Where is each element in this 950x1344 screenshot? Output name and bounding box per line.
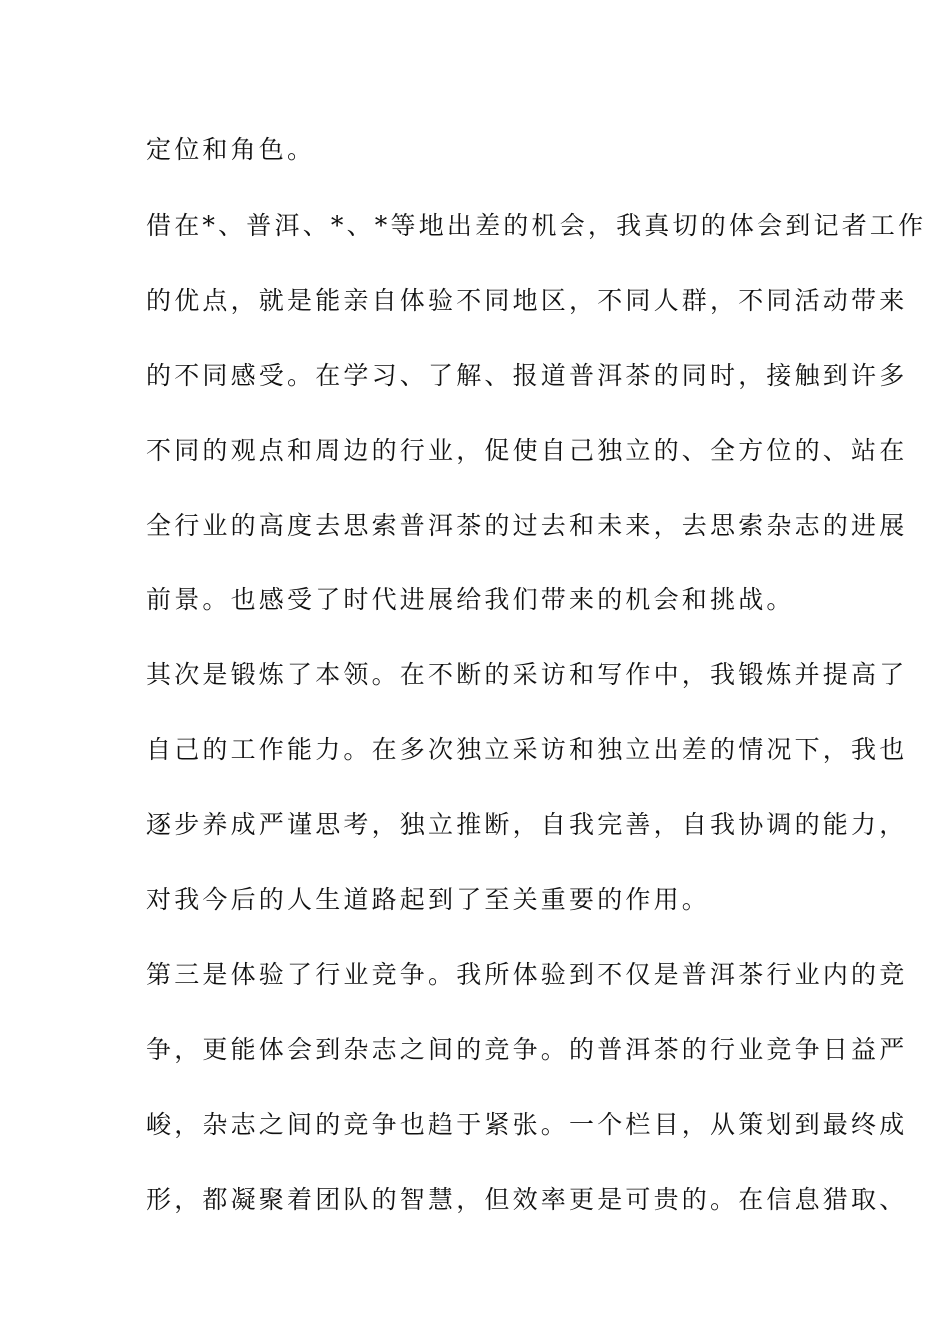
text-line: 不同的观点和周边的行业，促使自己独立的、全方位的、站在 xyxy=(146,436,908,465)
text-line: 争，更能体会到杂志之间的竞争。的普洱茶的行业竞争日益严 xyxy=(146,1035,908,1064)
text-line: 的优点，就是能亲自体验不同地区，不同人群，不同活动带来 xyxy=(146,286,908,315)
text-line: 第三是体验了行业竞争。我所体验到不仅是普洱茶行业内的竞 xyxy=(146,960,908,989)
text-line: 定位和角色。 xyxy=(146,135,316,164)
text-line: 借在*、普洱、*、*等地出差的机会，我真切的体会到记者工作 xyxy=(146,211,927,240)
text-line: 自己的工作能力。在多次独立采访和独立出差的情况下，我也 xyxy=(146,735,908,764)
text-line: 其次是锻炼了本领。在不断的采访和写作中，我锻炼并提高了 xyxy=(146,660,908,689)
text-line: 形，都凝聚着团队的智慧，但效率更是可贵的。在信息猎取、 xyxy=(146,1185,908,1214)
text-line: 逐步养成严谨思考，独立推断，自我完善，自我协调的能力， xyxy=(146,810,908,839)
text-line: 前景。也感受了时代进展给我们带来的机会和挑战。 xyxy=(146,585,795,614)
text-line: 峻，杂志之间的竞争也趋于紧张。一个栏目，从策划到最终成 xyxy=(146,1110,908,1139)
text-line: 对我今后的人生道路起到了至关重要的作用。 xyxy=(146,885,711,914)
text-line: 的不同感受。在学习、了解、报道普洱茶的同时，接触到许多 xyxy=(146,361,908,390)
text-line: 全行业的高度去思索普洱茶的过去和未来，去思索杂志的进展 xyxy=(146,511,908,540)
